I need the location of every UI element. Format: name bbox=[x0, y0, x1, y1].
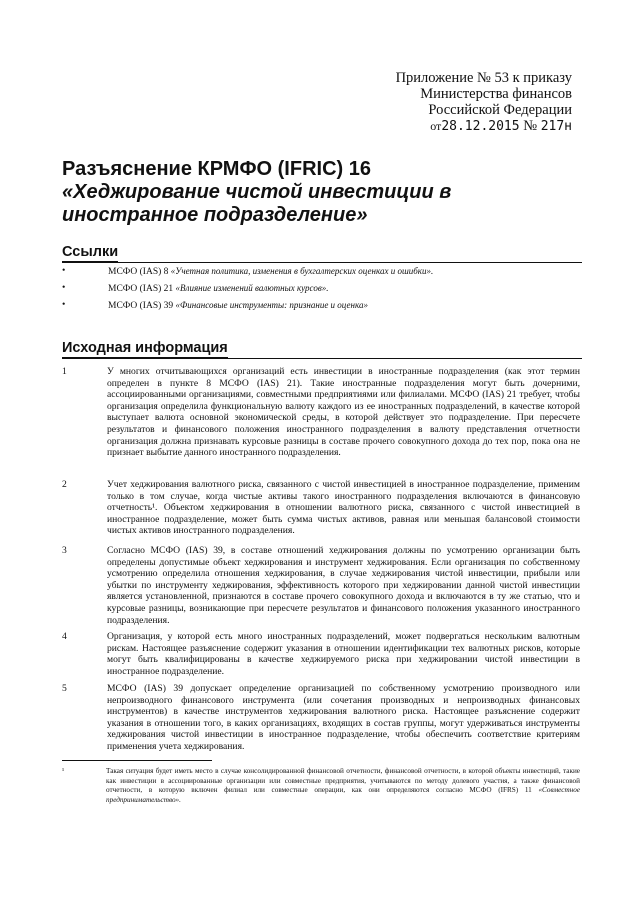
paragraph-number: 5 bbox=[62, 683, 67, 694]
paragraph-text: Учет хеджирования валютного риска, связанного с чистой инвестицией в иностранное подразделение, применим только в том случае, когда чистые активы такого иностранного подразделения включаются в финансовую отчетность¹. Объектом хеджирования в отношении валютного риска, связанного с чистой инвестицией в иностранное подразделение, может быть сумма чистых активов, равная или меньшая балансовой стоимости чистых активов иностранного подразделения. bbox=[107, 479, 580, 537]
appendix-line-1: Приложение № 53 к приказу bbox=[395, 70, 572, 86]
footnote-divider bbox=[62, 760, 212, 761]
references-heading bbox=[62, 244, 582, 262]
footnote-text: Такая ситуация будет иметь место в случае консолидированной финансовой отчетности, финансовой отчетности, в которой объекты инвестиций, такие как инвестиции в ассоциированные организации или совместные предприятия, учитываются по методу долевого участия, а также финансовой отчетности, в которую включен филиал или совместные операции, как они определяются согласно МСФО (IFRS) 11 bbox=[106, 767, 580, 794]
appendix-line-2: Министерства финансов bbox=[420, 86, 572, 102]
reference-code: МСФО (IAS) 8 bbox=[108, 267, 169, 277]
references-heading-text: Ссылки bbox=[62, 244, 119, 260]
appendix-line-3: Российской Федерации bbox=[428, 102, 572, 118]
references-heading-rule bbox=[62, 262, 582, 263]
reference-title: «Влияние изменений валютных курсов». bbox=[175, 283, 329, 293]
paragraph-number: 4 bbox=[62, 631, 67, 642]
document-title bbox=[62, 158, 582, 227]
order-number-label: № bbox=[523, 118, 538, 134]
paragraph-text: Организация, у которой есть много иностранных подразделений, может подвергаться нескольким валютным рискам. Настоящее разъяснение содержит указания в отношении идентификации тех валютных рисков, которые могут быть квалифицированы в качестве хеджируемого риска при хеджировании чистой инвестиции в иностранное подразделение. bbox=[107, 631, 580, 677]
reference-item bbox=[62, 300, 582, 317]
paragraph-number: 2 bbox=[62, 479, 67, 490]
references-list bbox=[62, 266, 582, 317]
title-subtitle-line-1: «Хеджирование чистой инвестиции в bbox=[62, 181, 452, 203]
reference-title: «Учетная политика, изменения в бухгалтерских оценках и ошибки». bbox=[170, 266, 434, 276]
footnote-body bbox=[106, 767, 580, 805]
order-number: 217н bbox=[540, 119, 572, 134]
bullet-icon: • bbox=[62, 266, 66, 276]
reference-code: МСФО (IAS) 39 bbox=[108, 301, 174, 311]
reference-title: «Финансовые инструменты: признание и оценка» bbox=[175, 300, 368, 310]
paragraph-text: У многих отчитывающихся организаций есть инвестиции в иностранные подразделения (как этот термин определен в пункте 8 МСФО (IAS) 21). Такие иностранные подразделения могут быть дочерними, ассоциированными организациями, совместными предприятиями или филиалами. МСФО (IAS) 21 требует, чтобы организация определила функциональную валюту каждого из ее иностранных подразделений, в качестве которой выступает валюта основной экономической среды, в которой действует это подразделение. При пересчете результатов и финансового положения иностранного подразделения в валюту представления отчетности организация должна признавать курсовые разницы в составе прочего совокупного дохода до тех пор, пока она не признает выбытие данного иностранного подразделения. bbox=[107, 366, 580, 459]
reference-text bbox=[108, 300, 368, 311]
title-subtitle-line-2: иностранное подразделение» bbox=[62, 204, 368, 226]
reference-item bbox=[62, 283, 582, 300]
footnote-number: ¹ bbox=[62, 767, 65, 775]
order-date: 28.12.2015 bbox=[441, 119, 520, 134]
order-line bbox=[396, 118, 572, 135]
reference-item bbox=[62, 266, 582, 283]
paragraph-number: 3 bbox=[62, 545, 67, 556]
footnote-standard-title: «Совместное предпринимательство». bbox=[106, 786, 581, 804]
title-main: Разъяснение КРМФО (IFRIC) 16 bbox=[62, 158, 371, 180]
reference-text bbox=[108, 266, 433, 277]
paragraph-number: 1 bbox=[62, 366, 67, 377]
order-prefix: от bbox=[430, 119, 442, 133]
paragraph-text: МСФО (IAS) 39 допускает определение организацией по собственному усмотрению производного или непроизводного финансового инструмента (или сочетания производных и непроизводных финансовых инструментов) в качестве инструментов хеджирования валютного риска. Настоящее разъяснение содержит указания в отношении того, в каких организациях, входящих в состав группы, могут удерживаться инструменты хеджирования чистой инвестиции в иностранное подразделение, чтобы обеспечить соответствие критериям применения учета хеджирования. bbox=[107, 683, 580, 752]
paragraph-text: Согласно МСФО (IAS) 39, в составе отношений хеджирования должны по усмотрению организации быть определены допустимые объект хеджирования и инструмент хеджирования. Если организация по собственному усмотрению определила отношения хеджирования, в случае хеджирования чистой инвестиции, прибыли или убытки по инструменту хеджирования, эффективность которого при хеджировании данной чистой инвестиции является установленной, признаются в составе прочего совокупного дохода и включаются в ту же статью, что и курсовые разницы, возникающие при пересчете результатов и финансового положения указанного иностранного подразделения. bbox=[107, 545, 580, 626]
bullet-icon: • bbox=[62, 283, 66, 293]
background-heading-text: Исходная информация bbox=[62, 340, 228, 356]
background-heading-rule bbox=[62, 358, 582, 359]
reference-text bbox=[108, 283, 328, 294]
appendix-header bbox=[396, 70, 572, 135]
reference-code: МСФО (IAS) 21 bbox=[108, 284, 174, 294]
background-heading bbox=[62, 340, 582, 358]
bullet-icon: • bbox=[62, 300, 66, 310]
